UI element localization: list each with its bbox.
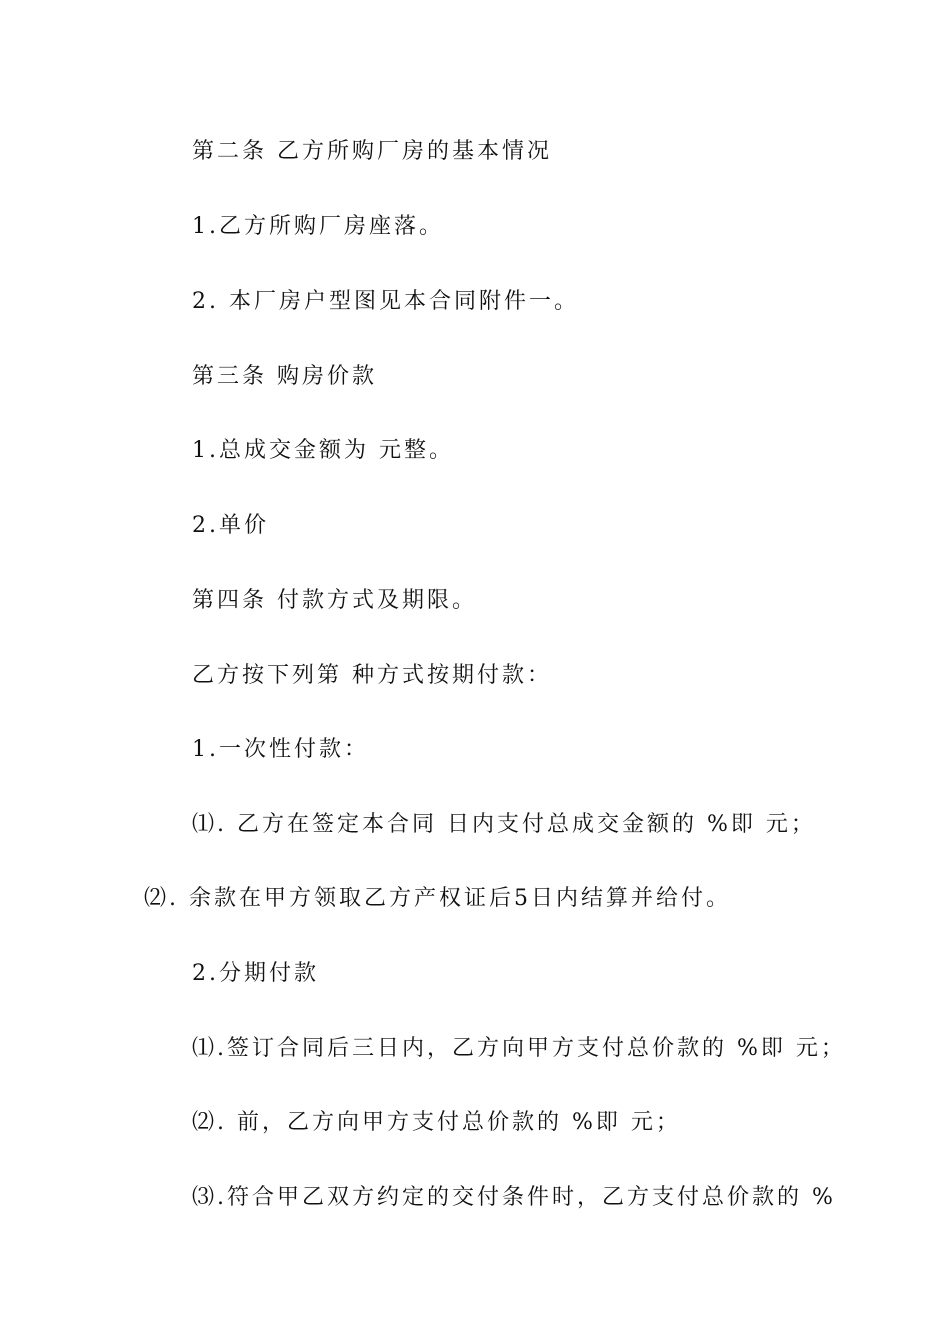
- installment-heading: 2.分期付款: [192, 961, 319, 986]
- article-3-item-1: 1.总成交金额为 元整。: [192, 438, 454, 463]
- lump-sum-clause-2: ⑵. 余款在甲方领取乙方产权证后5日内结算并给付。: [144, 886, 731, 911]
- lump-sum-heading: 1.一次性付款：: [192, 737, 369, 762]
- installment-clause-1: ⑴.签订合同后三日内，乙方向甲方支付总价款的 %即 元；: [192, 1036, 846, 1061]
- article-3-item-2: 2.单价: [192, 513, 269, 538]
- article-4-heading: 第四条 付款方式及期限。: [192, 588, 477, 613]
- article-2-item-1: 1.乙方所购厂房座落。: [192, 214, 444, 239]
- payment-method-intro: 乙方按下列第 种方式按期付款：: [192, 663, 552, 688]
- installment-clause-2: ⑵. 前，乙方向甲方支付总价款的 %即 元；: [192, 1110, 681, 1135]
- lump-sum-clause-1: ⑴. 乙方在签定本合同 日内支付总成交金额的 %即 元；: [192, 812, 816, 837]
- article-2-item-2: 2. 本厂房户型图见本合同附件一。: [192, 289, 579, 314]
- installment-clause-3: ⑶.符合甲乙双方约定的交付条件时，乙方支付总价款的 %: [192, 1185, 836, 1210]
- article-3-heading: 第三条 购房价款: [192, 364, 377, 389]
- article-2-heading: 第二条 乙方所购厂房的基本情况: [192, 139, 552, 164]
